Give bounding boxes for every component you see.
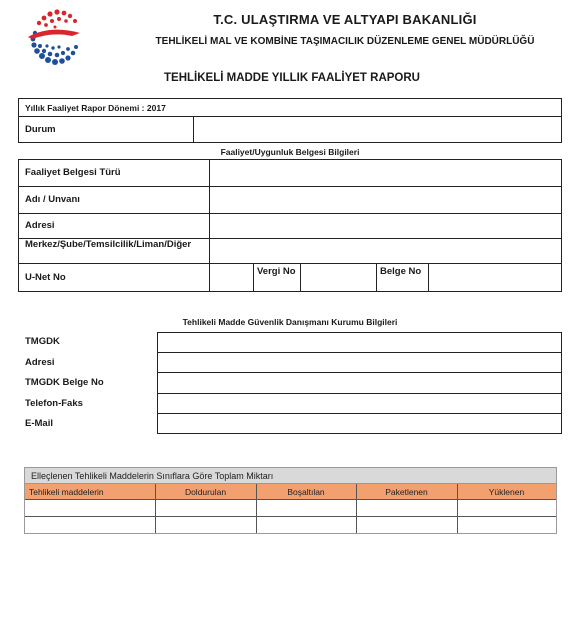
quantities-table-header (25, 484, 556, 500)
unet-no-label: U-Net No (25, 272, 66, 283)
table-row[interactable] (25, 517, 556, 534)
advisor-address-label: Adresi (25, 357, 55, 368)
phone-fax-field[interactable] (158, 394, 561, 413)
column-header-substance: Tehlikeli maddelerin (29, 487, 104, 497)
column-header-packed: Paketlenen (385, 487, 428, 497)
tax-no-label: Vergi No (257, 266, 296, 277)
branch-type-label: Merkez/Şube/Temsilcilik/Liman/Diğer (25, 239, 192, 250)
report-period-value[interactable]: 2017 (146, 103, 166, 113)
report-period-label: Yıllık Faaliyet Rapor Dönemi : (25, 103, 145, 113)
name-title-label: Adı / Unvanı (25, 194, 80, 205)
branch-type-field[interactable] (210, 239, 561, 263)
document-title: TEHLİKELİ MADDE YILLIK FAALİYET RAPORU (164, 72, 420, 84)
tax-no-field[interactable] (301, 264, 376, 292)
quantities-table (24, 467, 557, 534)
advisor-address-field[interactable] (158, 353, 561, 372)
status-label: Durum (25, 124, 56, 135)
phone-fax-label: Telefon-Faks (25, 398, 83, 409)
column-header-loaded: Yüklenen (488, 487, 525, 497)
document-no-label: Belge No (380, 266, 422, 277)
quantities-table-title: Elleçlenen Tehlikeli Maddelerin Sınıflara Göre Toplam Miktarı (25, 468, 556, 484)
tmgdk-cert-no-field[interactable] (158, 373, 561, 393)
email-field[interactable] (158, 414, 561, 433)
tmgdk-label: TMGDK (25, 336, 60, 347)
name-title-field[interactable] (210, 187, 561, 213)
column-header-filled: Doldurulan (184, 487, 227, 497)
ministry-logo-icon (22, 6, 84, 68)
advisor-section-title: Tehlikeli Madde Güvenlik Danışmanı Kurumu Bilgileri (182, 317, 398, 327)
address-label: Adresi (25, 220, 55, 231)
certificate-type-field[interactable] (210, 160, 561, 186)
tmgdk-cert-no-label: TMGDK Belge No (25, 377, 104, 388)
table-row[interactable] (25, 500, 556, 517)
unet-no-field[interactable] (210, 264, 253, 292)
address-field[interactable] (210, 214, 561, 238)
email-label: E-Mail (25, 418, 53, 429)
certificate-section-title: Faaliyet/Uygunluk Belgesi Bilgileri (220, 147, 360, 157)
tmgdk-field[interactable] (158, 333, 561, 352)
ministry-name: T.C. ULAŞTIRMA VE ALTYAPI BAKANLIĞI (213, 12, 477, 27)
document-no-field[interactable] (429, 264, 561, 292)
column-header-emptied: Boşaltılan (287, 487, 325, 497)
certificate-type-label: Faaliyet Belgesi Türü (25, 167, 121, 178)
directorate-name: TEHLİKELİ MAL VE KOMBİNE TAŞIMACILIK DÜZENLEME GENEL MÜDÜRLÜĞÜ (155, 36, 535, 47)
status-field[interactable] (194, 117, 561, 142)
